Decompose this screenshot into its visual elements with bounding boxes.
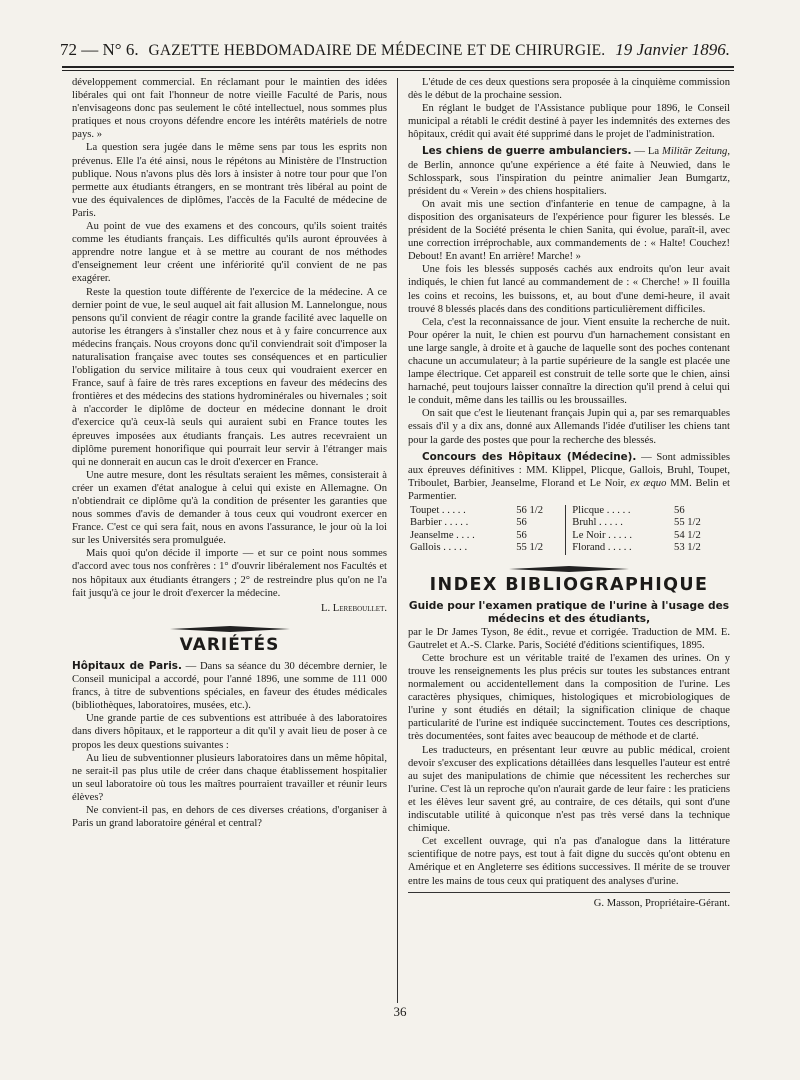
table-row xyxy=(408,505,730,517)
paragraph: développement commercial. En réclamant pour le maintien des idées libérales qui ont fait l'honneur de notre vieille Faculté de Paris, nous n'envisageons donc pas seulement le côté intellectuel, nous sommes plus pratiques et nous croyons défendre encore les intérêts matériels de notre pays. » xyxy=(72,77,387,141)
paragraph: Cette brochure est un véritable traité de l'examen des urines. On y trouve les renseignements les plus précis sur toutes les substances entrant normalement ou accidentellement dans la composition de l'urine. Les caractères physiques, chimiques, histologiques et microbiologiques de l'urine y sont étudiés en détail; la signification clinique de chaque particularité de l'urine est indiquée succinctement. Toutes ces descriptions, très documentées, sont faites avec beaucoup de méthode et de clarté. xyxy=(408,652,730,743)
paragraph: Au lieu de subventionner plusieurs laboratoires dans un même hôpital, ne serait-il pas plus utile de créer dans chaque établissement hospitalier un seul laboratoire où tous les maîtres pourraient travailler et réunir leurs élèves? xyxy=(72,752,387,803)
paragraph: Mais quoi qu'on décide il importe — et sur ce point nous sommes d'accord avec tous nos confrères : 1° d'ouvrir libéralement nos Facultés et nos hôpitaux aux étudiants étrangers ; 2° de restreindre plus qu'on ne l'a fait jusqu'à ce jour le droit d'exercer la médecine. xyxy=(72,548,387,599)
news-text: MM. Belin et Parmentier. xyxy=(408,477,730,502)
paragraph: Une grande partie de ces subventions est attribuée à des laboratoires dans divers hôpitaux, et le rapporteur a dit qu'il y avait lieu de poser à ce propos les deux questions suivantes : xyxy=(72,713,387,751)
candidate-score: 55 1/2 xyxy=(514,542,566,554)
section-title-index: INDEX BIBLIOGRAPHIQUE xyxy=(429,574,709,595)
issue-date: 19 Janvier 1896. xyxy=(615,40,730,59)
candidate-score: 56 1/2 xyxy=(514,505,566,517)
source-name: Militär Zeitung xyxy=(662,146,728,158)
news-item-chiens xyxy=(408,145,730,197)
page-issue-number: 72 — N° 6. xyxy=(60,40,139,59)
candidate-name: Gallois . . . . . xyxy=(410,542,468,554)
page-number: 36 xyxy=(393,1004,407,1019)
candidate-name: Bruhl . . . . . xyxy=(572,517,623,529)
results-table xyxy=(408,505,730,555)
news-lead: Les chiens de guerre ambulanciers. xyxy=(422,145,632,158)
candidate-name: Barbier . . . . . xyxy=(410,517,469,529)
candidate-name: Florand . . . . . xyxy=(572,542,632,554)
right-column xyxy=(408,76,730,910)
paragraph: Une autre mesure, dont les résultats seraient les mêmes, consisterait à créer un examen d'état analogue à celui qui existe en Allemagne. On n'obtiendrait ce diplôme qu'à la condition de présenter les garanties que nous sommes d'avis de demander à tous ceux qui voudront exercer en France. C'est ce qui sera fait, nous en avons l'assurance, le jour où la loi sur les Universités sera promulguée. xyxy=(72,469,387,547)
book-meta: par le Dr James Tyson, 8e édit., revue et corrigée. Traduction de MM. E. Gautrelet et A.-S. Clarke. Paris, Société d'éditions scientifiques, 1895. xyxy=(408,626,730,651)
news-text: — La xyxy=(631,146,663,158)
news-text: , de Berlin, annonce qu'une expérience a été faite à Neuwied, dans le Schlosspark, sous l'inspiration du peintre animalier Jean Bumgartz, président du « Verein » des chiens hospitaliers. xyxy=(408,146,730,197)
publisher-line: G. Masson, Propriétaire-Gérant. xyxy=(593,897,730,909)
table-row xyxy=(408,542,730,554)
paragraph: En réglant le budget de l'Assistance publique pour 1896, le Conseil municipal a rétabli le crédit destiné à payer les indemnités des externes des hôpitaux, crédit qui avait été supprimé dans le projet de l'administration. xyxy=(408,103,730,141)
candidate-score: 55 1/2 xyxy=(674,517,701,529)
section-ornament-icon xyxy=(509,565,629,573)
paragraph: Reste la question toute différente de l'exercice de la médecine. A ce dernier point de vue, le seul auquel ait fait allusion M. Lannelongue, nous pensons qu'il convient de réagir contre la grande facilité avec laquelle on autorise les étrangers à s'installer chez nous et à y faire concurrence aux médecins français. Nous croyons donc qu'il conviendrait soit d'imposer la naturalisation française avec toutes ses conséquences et en particulier l'obligation du service militaire à tous ceux qui voudraient exercer en France, sauf à faire de très rares exceptions en faveur des médecins des frontières et des médecins des stations hydrominérales ou hivernales ; soit à n'accorder le diplôme de docteur en médecine donnant le droit d'exercice qu'à ceux-là seuls qui auraient subi en France toutes les épreuves imposées aux étudiants français. Les autres recevraient un diplôme purement honorifique qui pourrait leur servir à l'étranger mais qui ne donnerait en aucun cas le droit d'exercer en France. xyxy=(72,286,387,468)
candidate-score: 54 1/2 xyxy=(674,529,701,541)
news-item-concours xyxy=(408,451,730,503)
paragraph: On sait que c'est le lieutenant français Jupin qui a, par ses remarquables essais d'il y a dix ans, donné aux Allemands l'idée d'utiliser les chiens tant pour la garde des postes que pour la recherche des blessés. xyxy=(408,408,730,446)
paragraph: Cela, c'est la reconnaissance de jour. Vient ensuite la recherche de nuit. Pour opérer la nuit, le chien est pourvu d'un harnachement consistant en une large sangle, à droite et à gauche de laquelle sont des poches contenant chacune un accumulateur; à la partie supérieure de la sangle est placée une lampe électrique. Cet appareil est construit de telle sorte que le chien, ainsi harnaché, peut toujours laisser connaître la direction qu'il prend à celui qui le conduit, même dans les taillis ou les broussailles. xyxy=(408,316,730,407)
paragraph: Une fois les blessés supposés cachés aux endroits qu'on leur avait indiqués, le chien fut lancé au commandement de : « Cherche! » Il fouilla les coins et recoins, les buissons, et, au bout d'une demi-heure, il avait trouvé 8 blessés placés dans des conditions particulièrement difficiles. xyxy=(408,264,730,315)
table-row xyxy=(408,517,730,529)
latin-phrase: ex æquo xyxy=(630,477,667,489)
left-column xyxy=(72,76,387,830)
news-item-hopitaux xyxy=(72,660,387,712)
book-title: Guide pour l'examen pratique de l'urine à l'usage des médecins et des étudiants, xyxy=(408,599,730,625)
paragraph: On avait mis une section d'infanterie en tenue de campagne, à la disposition des organisateurs de l'expérience pour figurer les blessés. Le président de la Société présenta le chien Sanita, qui évolue, paraît-il, avec une correction irréprochable, aux commandements de : « Halte! Couchez! Debout! En avant! En arrière! Marche! » xyxy=(408,198,730,263)
journal-title: GAZETTE HEBDOMADAIRE DE MÉDECINE ET DE CHIRURGIE. xyxy=(148,42,606,59)
paragraph: Les traducteurs, en présentant leur œuvre au public médical, croient devoir s'excuser des explications détaillées dans lesquelles l'auteur est entré au sujet des manipulations de chimie que nécessitent les recherches sur l'urine. C'est là un reproche qu'on n'aurait garde de leur faire : les praticiens et les élèves leur savent gré, au contraire, de ces détails, qui sont d'une indiscutable utilité à quiconque n'est pas très versé dans la technique chimique. xyxy=(408,744,730,835)
closing-rule xyxy=(408,892,730,893)
paragraph: Cet excellent ouvrage, qui n'a pas d'analogue dans la littérature scientifique de notre pays, est tout à fait digne du succès qu'ont obtenu en Amérique et en Angleterre ses éditions successives. Il mérite de se trouver entre les mains de tous ceux qui pratiquent des analyses d'urine. xyxy=(408,836,730,887)
paragraph: L'étude de ces deux questions sera proposée à la cinquième commission dès le début de la prochaine session. xyxy=(408,77,730,102)
candidate-name: Le Noir . . . . . xyxy=(572,529,632,541)
paragraph: La question sera jugée dans le même sens par tous les esprits non prévenus. Elle l'a été ainsi, nous le répétons au Ministère de l'Instruction publique. Nous n'avons plus dès lors à insister à notre tour pour que l'on permette aux étudiants étrangers, en se montrant très libéral au point de vue des équivalences de diplômes, l'accès de la Faculté de médecine de Paris. xyxy=(72,142,387,219)
section-ornament-icon xyxy=(170,625,290,633)
news-text: — Dans sa séance du 30 décembre dernier, le Conseil municipal a accordé, pour l'anné 1896, une somme de 111 000 francs, à titre de subventions spéciales, en faveur des études médicales (bibliothèques, laboratoires, musées, etc.). xyxy=(72,660,387,712)
candidate-score: 56 xyxy=(674,505,685,516)
header-rule xyxy=(62,66,734,68)
news-text: — Sont admissibles aux épreuves définitives : MM. Klippel, Plicque, Gallois, Bruhl, Toupet, Triboulet, Barbier, Jeanselme, Florand et Le Noir, xyxy=(408,451,730,489)
column-divider xyxy=(397,78,398,1003)
table-row xyxy=(408,530,730,542)
paragraph: Au point de vue des examens et des concours, qu'ils soient traités comme les étudiants français. Les difficultés qu'ils auront éprouvées à apprendre notre langue et à se mettre au courant de nos méthodes d'enseignement leur créent une infériorité qu'il convient de ne pas exagérer. xyxy=(72,221,387,285)
news-lead: Hôpitaux de Paris. xyxy=(72,659,182,672)
header-rule-thin xyxy=(62,70,734,71)
candidate-score: 56 xyxy=(514,517,566,529)
section-title-varietes: VARIÉTÉS xyxy=(179,634,280,655)
news-lead: Concours des Hôpitaux (Médecine). xyxy=(422,450,637,463)
candidate-name: Plicque . . . . . xyxy=(572,505,631,516)
candidate-name: Jeanselme . . . . xyxy=(410,529,475,541)
paragraph: Ne convient-il pas, en dehors de ces diverses créations, d'organiser à Paris un grand laboratoire général et central? xyxy=(72,804,387,830)
candidate-score: 56 xyxy=(514,530,566,542)
candidate-score: 53 1/2 xyxy=(674,542,701,554)
candidate-name: Toupet . . . . . xyxy=(410,505,466,516)
author-signature: L. Lereboullet. xyxy=(321,602,387,614)
running-header xyxy=(60,40,730,64)
